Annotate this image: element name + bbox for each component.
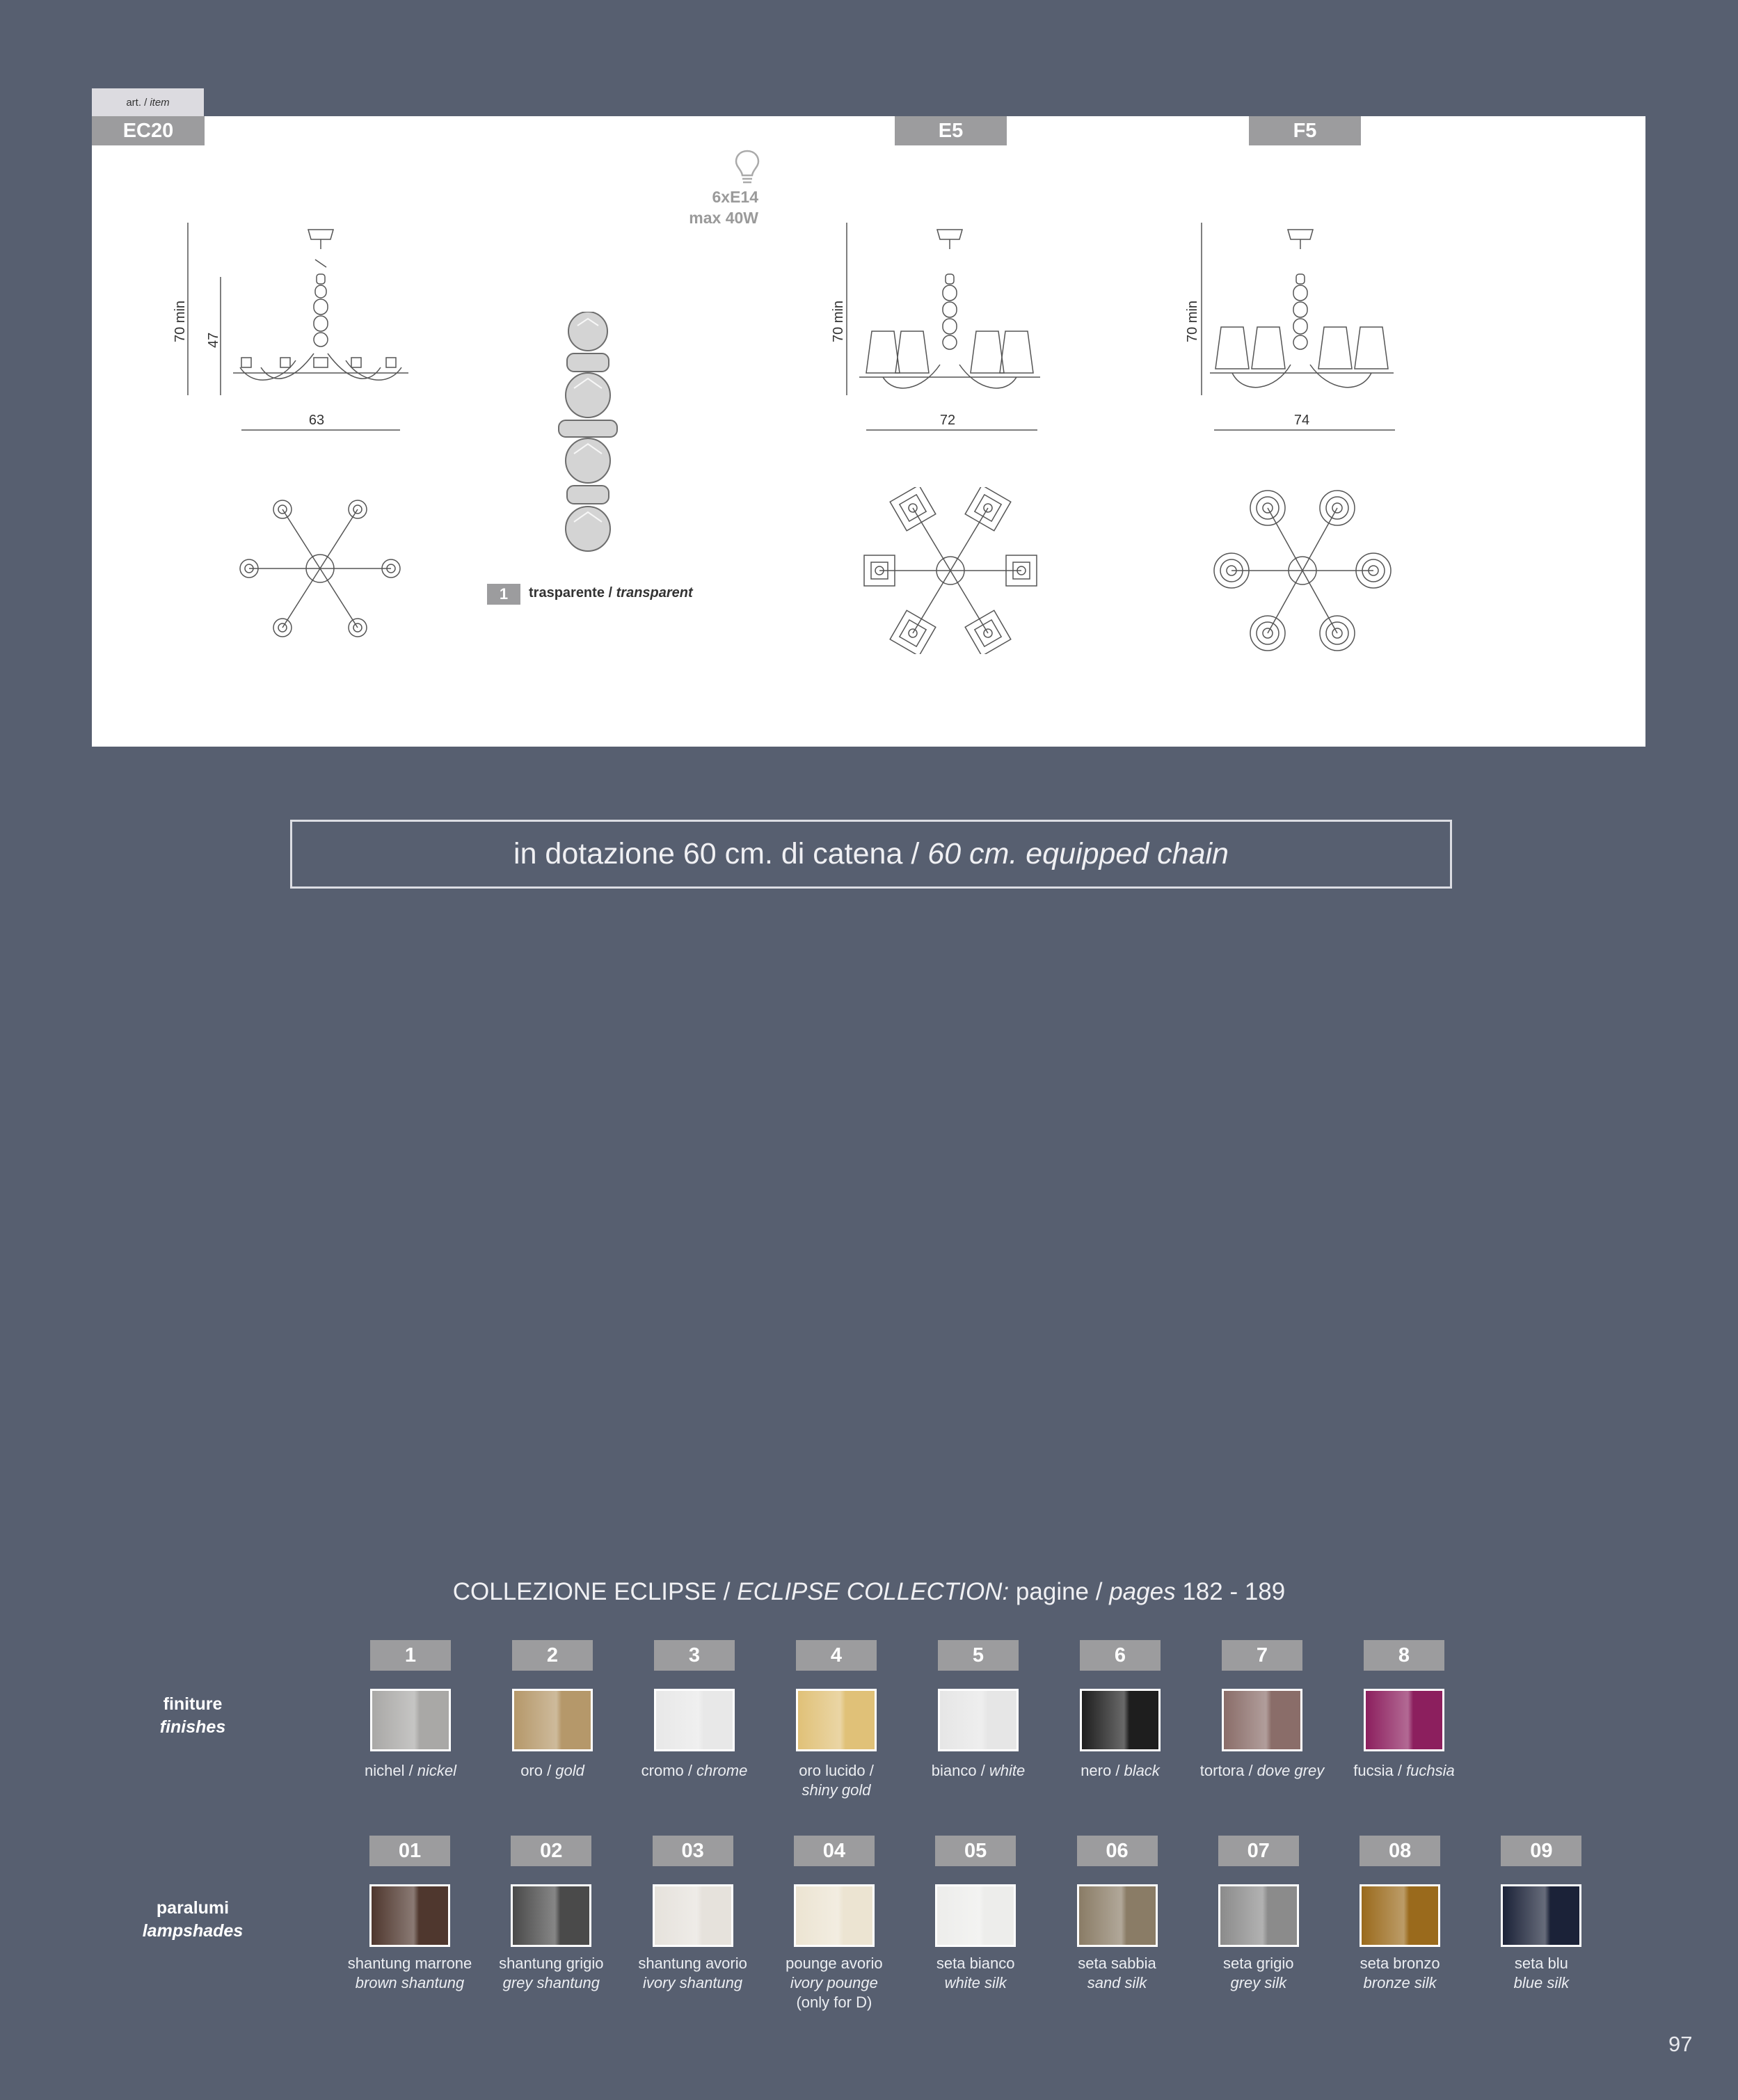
crystal-detail-image [553,312,623,561]
finish-name-it: oro lucido / [799,1762,874,1779]
lampshade-name-en: grey silk [1230,1974,1287,1991]
chain-text-it: in dotazione 60 cm. di catena / [513,837,920,870]
finish-name-it: nichel / [365,1762,413,1779]
lampshade-swatch [794,1884,875,1947]
finish-swatch [1364,1689,1444,1751]
finish-swatch [1080,1689,1161,1751]
finish-name-en: nickel [417,1762,456,1779]
lampshade-name-en: grey shantung [502,1974,600,1991]
lampshade-caption [1186,1954,1332,1993]
ec20-body-height-dimension: 47 [206,332,221,348]
f5-elevation-drawing [1193,221,1402,437]
lampshade-number-badge: 09 [1501,1836,1581,1866]
finish-name-en: gold [555,1762,584,1779]
art-item-label [92,88,204,116]
finish-name-it: nero / [1081,1762,1120,1779]
e5-elevation-drawing [838,221,1047,437]
lampshade-name-en: sand silk [1087,1974,1147,1991]
bulb-icon [733,149,761,188]
finish-number-badge: 6 [1080,1640,1161,1671]
finish-swatch [796,1689,877,1751]
lampshade-caption [761,1954,907,2012]
lampshade-swatch [653,1884,733,1947]
lampshade-swatch [1077,1884,1158,1947]
finish-caption [1331,1761,1477,1781]
finish-number-badge: 8 [1364,1640,1444,1671]
finish-number-badge: 5 [938,1640,1019,1671]
finish-name-it: tortora / [1199,1762,1253,1779]
pages-label-en: pages [1109,1578,1176,1605]
lampshade-name-it: shantung marrone [347,1955,472,1972]
lampshades-title-en: lampshades [142,1921,244,1941]
lampshades-title-it: paralumi [156,1898,230,1918]
lampshade-caption [1327,1954,1473,1993]
finish-caption [905,1761,1051,1781]
finish-name-en: fuchsia [1405,1762,1455,1779]
lampshade-name-it: seta sabbia [1078,1955,1156,1972]
finish-name-en: shiny gold [802,1781,871,1799]
lampshade-number-badge: 01 [369,1836,450,1866]
lampshade-swatch [1218,1884,1299,1947]
finish-caption [621,1761,767,1781]
lampshade-number-badge: 06 [1077,1836,1158,1866]
lampshade-number-badge: 07 [1218,1836,1299,1866]
variant-number-badge: 1 [487,584,520,605]
collection-title-en: ECLIPSE COLLECTION: [737,1578,1010,1605]
lampshade-name-en: ivory pounge [790,1974,878,1991]
item-label: item [150,96,170,109]
f5-height-dimension: 70 min [1185,300,1200,342]
chain-info-banner [290,820,1452,889]
lampshade-name-en: brown shantung [355,1974,465,1991]
variant-label-en: transparent [616,585,693,600]
finish-name-it: oro / [520,1762,552,1779]
lampshade-name-en: white silk [944,1974,1007,1991]
finish-caption [479,1761,625,1781]
variant-label-it: trasparente / [529,585,613,600]
lampshade-name-it: seta bronzo [1360,1955,1440,1972]
finish-number-badge: 2 [512,1640,593,1671]
finish-name-en: white [989,1762,1026,1779]
finish-swatch [370,1689,451,1751]
lampshade-caption [902,1954,1049,1993]
lampshade-number-badge: 05 [935,1836,1016,1866]
lampshade-number-badge: 04 [794,1836,875,1866]
ec20-elevation-drawing [177,221,414,437]
lampshades-row-title [88,1897,297,1943]
lampshade-number-badge: 03 [653,1836,733,1866]
finish-number-badge: 7 [1222,1640,1302,1671]
finish-number-badge: 3 [654,1640,735,1671]
lampshade-number-badge: 08 [1360,1836,1440,1866]
lampshade-number-badge: 02 [511,1836,591,1866]
finishes-title-it: finiture [163,1694,223,1714]
finish-swatch [654,1689,735,1751]
e5-width-dimension: 72 [939,413,956,428]
chain-text-en: 60 cm. equipped chain [927,837,1229,870]
lampshade-name-it: shantung grigio [499,1955,604,1972]
lampshade-name-it: pounge avorio [786,1955,883,1972]
lampshade-note: (only for D) [796,1994,872,2011]
finishes-row-title [88,1693,297,1739]
finish-name-it: cromo / [641,1762,692,1779]
finish-name-en: black [1124,1762,1160,1779]
lampshade-caption [1468,1954,1614,1993]
finish-swatch [938,1689,1019,1751]
bulb-count: 6xE14 [712,188,758,206]
finish-caption [337,1761,484,1781]
finish-caption [1189,1761,1335,1781]
ec20-width-dimension: 63 [308,413,325,428]
art-label: art. / [126,96,148,109]
lampshade-caption [478,1954,624,1993]
page-number: 97 [1668,2032,1693,2056]
lampshade-name-it: shantung avorio [638,1955,747,1972]
lampshade-name-en: bronze silk [1363,1974,1437,1991]
finish-number-badge: 4 [796,1640,877,1671]
ec20-plan-drawing [237,495,404,642]
lampshade-swatch [935,1884,1016,1947]
lampshade-name-it: seta grigio [1223,1955,1294,1972]
lampshade-caption [620,1954,766,1993]
lampshade-swatch [511,1884,591,1947]
ec20-height-dimension: 70 min [173,300,188,342]
bulb-spec [647,186,758,228]
pages-range: 182 - 189 [1182,1578,1286,1605]
finish-caption [763,1761,909,1800]
collection-title [0,1578,1738,1606]
e5-plan-drawing [863,487,1038,654]
finish-number-badge: 1 [370,1640,451,1671]
finish-name-it: bianco / [931,1762,985,1779]
finish-swatch [512,1689,593,1751]
lampshade-name-it: seta blu [1514,1955,1568,1972]
lampshade-name-it: seta bianco [936,1955,1015,1972]
f5-width-dimension: 74 [1293,413,1310,428]
item-code-ec20: EC20 [92,116,205,145]
lampshade-caption [337,1954,483,1993]
finish-name-en: chrome [696,1762,748,1779]
lampshade-swatch [1360,1884,1440,1947]
finishes-title-en: finishes [159,1717,226,1737]
finish-swatch [1222,1689,1302,1751]
finish-caption [1047,1761,1193,1781]
collection-title-it: COLLEZIONE ECLIPSE / [452,1578,731,1605]
item-code-f5: F5 [1249,116,1361,145]
variant-label [529,585,693,601]
finish-name-en: dove grey [1257,1762,1325,1779]
finish-name-it: fucsia / [1353,1762,1402,1779]
pages-label-it: pagine / [1015,1578,1103,1605]
f5-plan-drawing [1212,487,1393,654]
bulb-wattage: max 40W [689,209,758,227]
lampshade-swatch [369,1884,450,1947]
lampshade-name-en: ivory shantung [643,1974,743,1991]
lampshade-swatch [1501,1884,1581,1947]
lampshade-caption [1044,1954,1190,1993]
e5-height-dimension: 70 min [831,300,846,342]
item-code-e5: E5 [895,116,1007,145]
lampshade-name-en: blue silk [1513,1974,1570,1991]
